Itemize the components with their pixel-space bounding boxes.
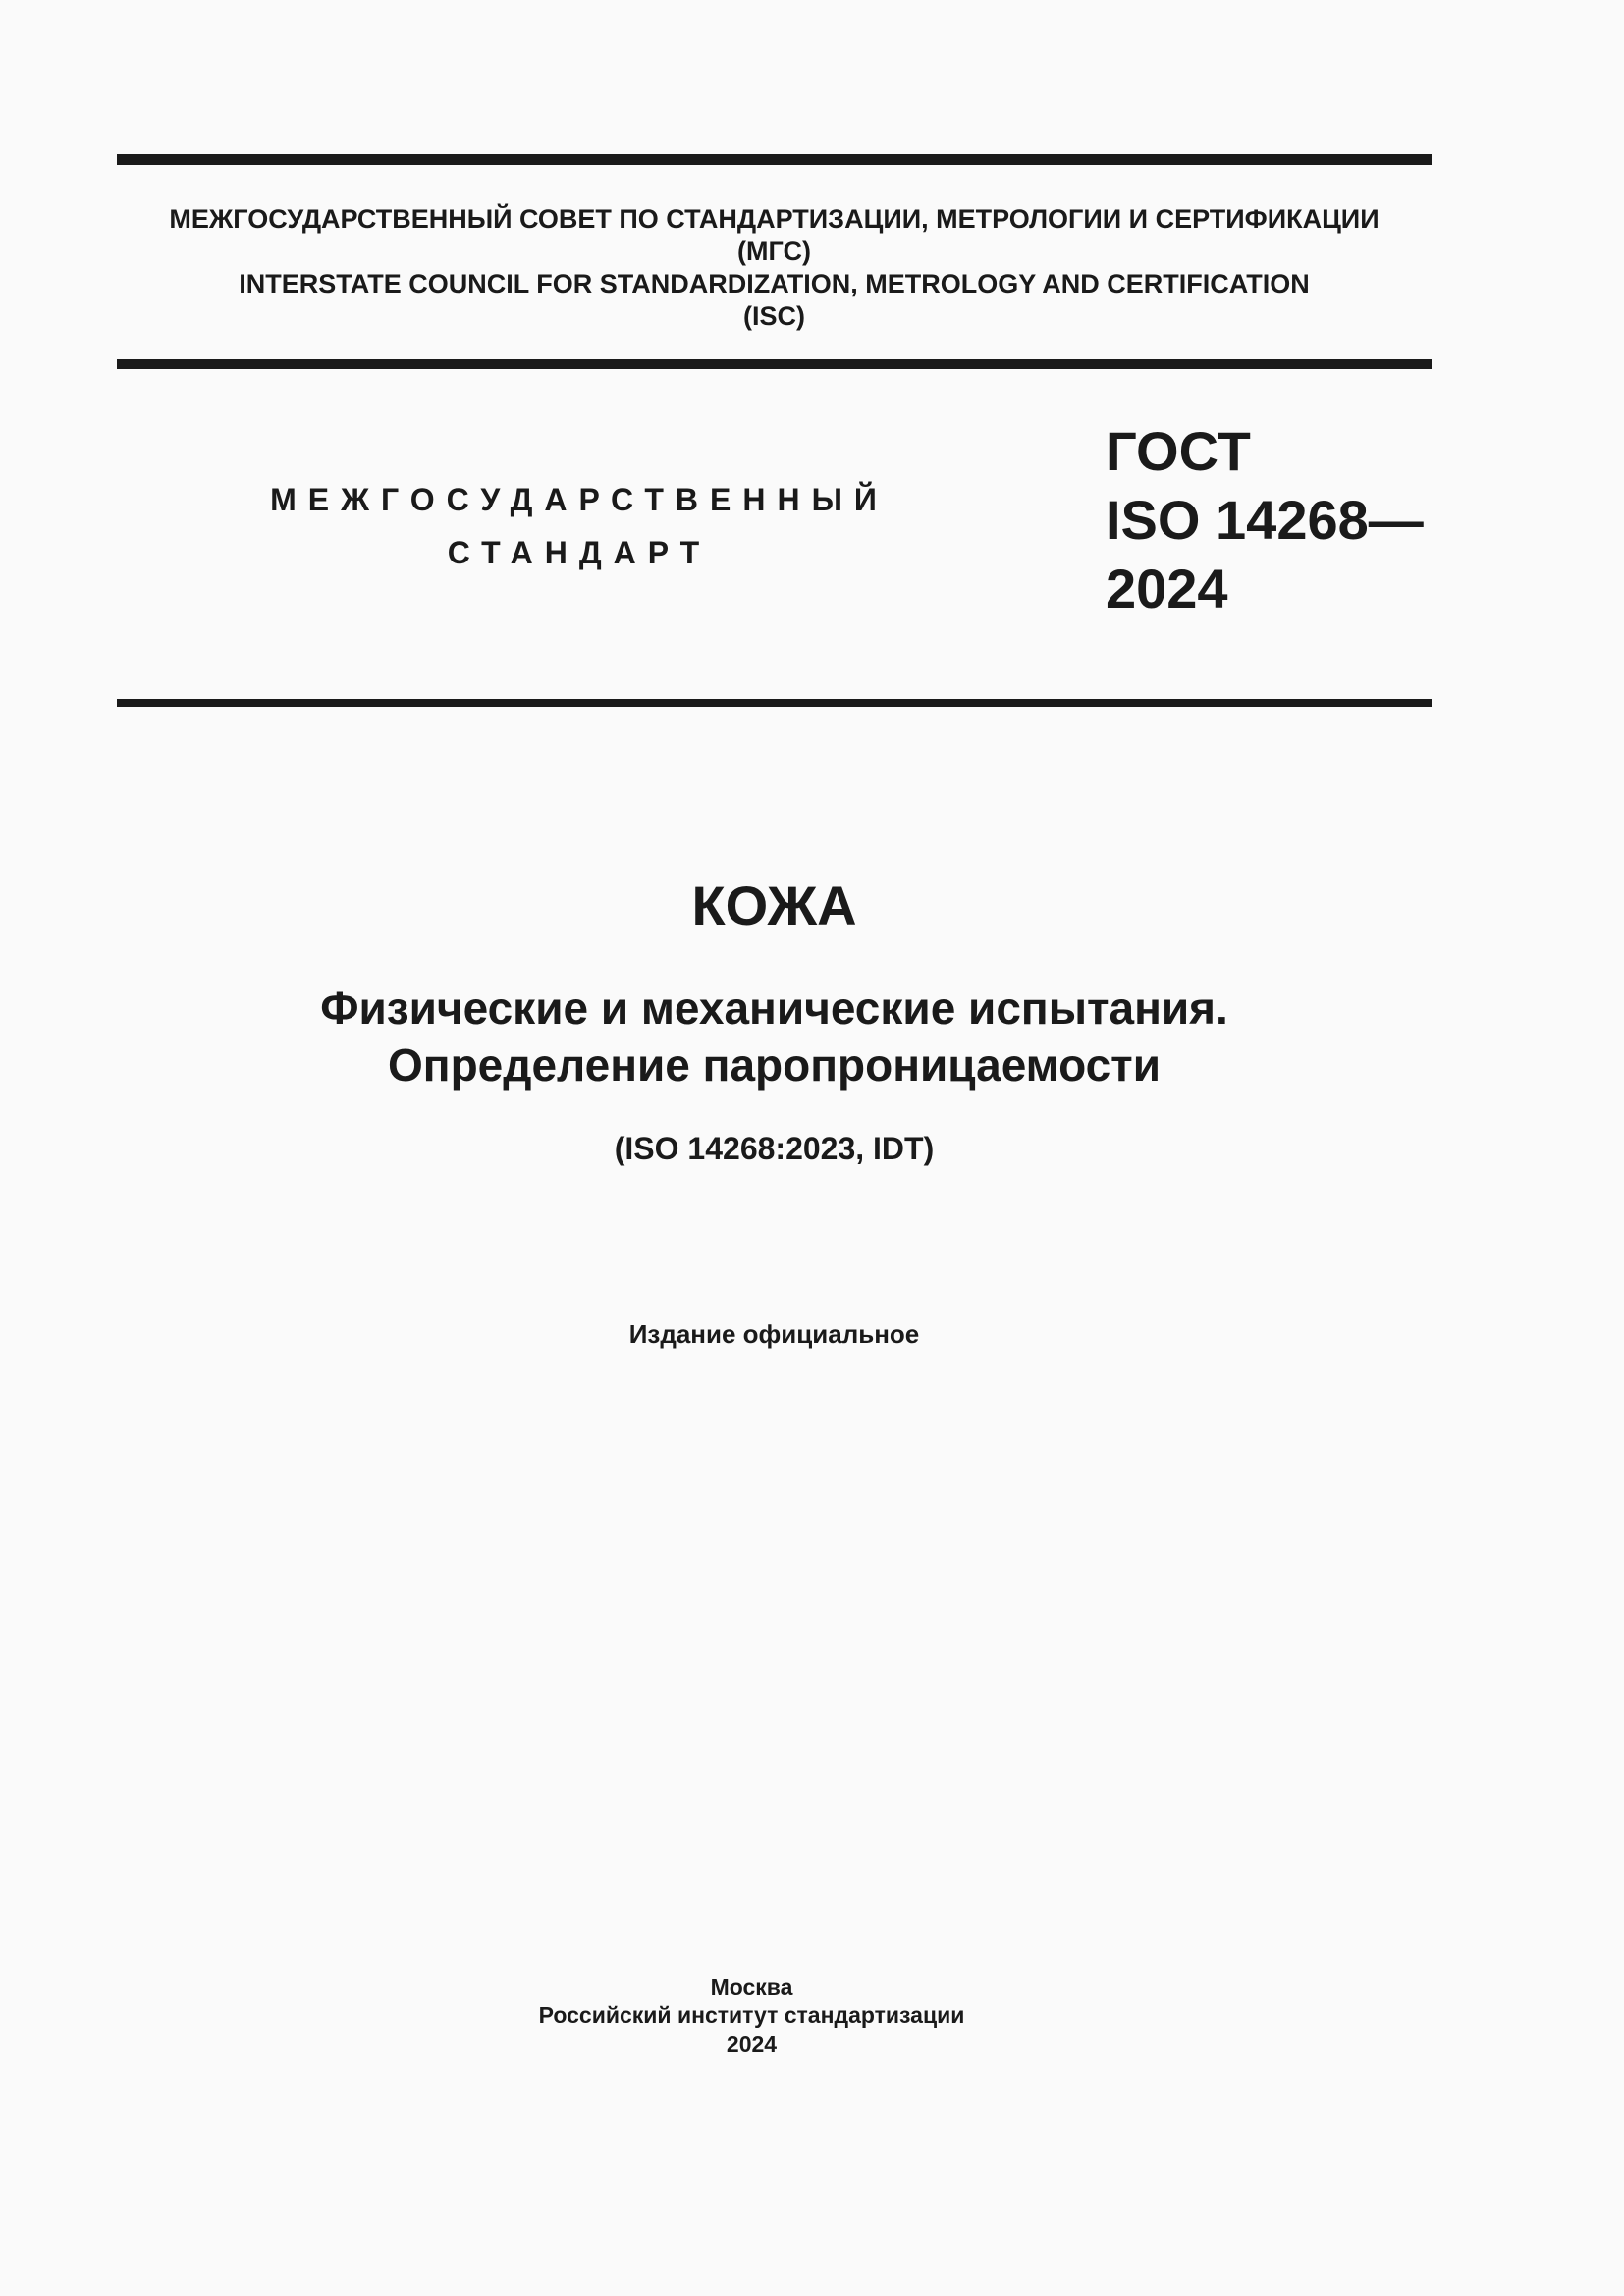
council-header	[117, 203, 1432, 333]
subtitle-line2: Определение паропроницаемости	[388, 1040, 1161, 1091]
iso-reference: (ISO 14268:2023, IDT)	[614, 1131, 935, 1166]
council-name-en: INTERSTATE COUNCIL FOR STANDARDIZATION, METROLOGY AND CERTIFICATION	[239, 269, 1310, 298]
designation-line1: ГОСТ	[1106, 420, 1251, 482]
council-name-ru: МЕЖГОСУДАРСТВЕННЫЙ СОВЕТ ПО СТАНДАРТИЗАЦИИ, МЕТРОЛОГИИ И СЕРТИФИКАЦИИ	[169, 204, 1380, 234]
standard-designation	[1106, 417, 1424, 623]
document-subtitle	[117, 980, 1432, 1094]
publication-footer	[117, 1973, 1386, 2058]
footer-year: 2024	[726, 2031, 778, 2056]
footer-publisher: Российский институт стандартизации	[538, 2002, 965, 2028]
council-abbr-ru: (МГС)	[737, 237, 811, 266]
council-abbr-en: (ISC)	[743, 301, 805, 331]
subtitle-line1: Физические и механические испытания.	[320, 983, 1228, 1034]
standard-type-line1: МЕЖГОСУДАРСТВЕННЫЙ	[270, 482, 889, 517]
lower-rule	[117, 699, 1432, 707]
document-title: КОЖА	[691, 875, 857, 936]
designation-line3: 2024	[1106, 558, 1228, 619]
footer-city: Москва	[710, 1974, 793, 2000]
designation-line2: ISO 14268—	[1106, 489, 1424, 551]
middle-rule	[117, 359, 1432, 369]
standard-type-line2: СТАНДАРТ	[447, 535, 712, 570]
top-rule	[117, 154, 1432, 165]
standard-type	[236, 473, 923, 579]
edition-label: Издание официальное	[628, 1319, 920, 1349]
